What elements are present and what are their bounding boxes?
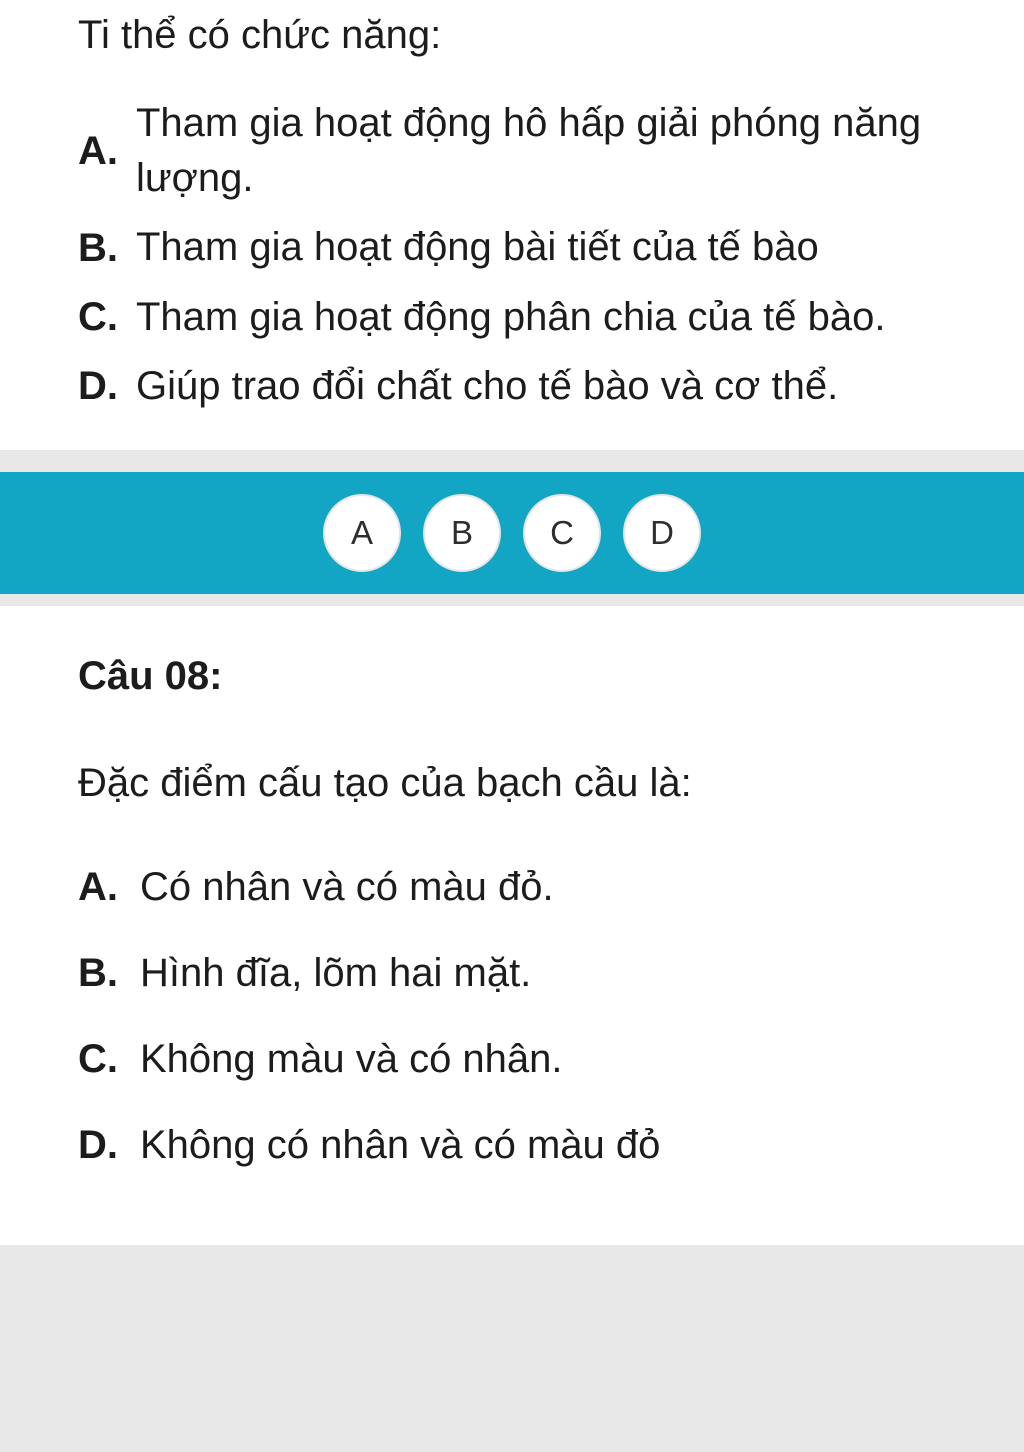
option-row[interactable] — [0, 359, 1024, 414]
option-text: Có nhân và có màu đỏ. — [140, 864, 554, 909]
answer-choice-d[interactable]: D — [623, 494, 701, 572]
answer-choice-c[interactable]: C — [523, 494, 601, 572]
option-text: Tham gia hoạt động phân chia của tế bào. — [136, 294, 886, 339]
option-row[interactable] — [78, 1119, 946, 1171]
answer-choice-b[interactable]: B — [423, 494, 501, 572]
option-row[interactable] — [78, 947, 946, 999]
option-letter: A. — [78, 864, 118, 909]
option-letter: D. — [78, 1122, 118, 1167]
option-letter: D. — [78, 364, 118, 409]
option-row[interactable] — [0, 290, 1024, 345]
next-question-title: Câu 08: — [78, 653, 223, 698]
option-text: Giúp trao đổi chất cho tế bào và cơ thể. — [136, 363, 839, 408]
option-letter: A. — [78, 129, 118, 174]
option-list — [0, 96, 1024, 414]
current-question-card — [0, 0, 1024, 450]
option-row[interactable] — [0, 220, 1024, 275]
question-stem: Ti thể có chức năng: — [78, 13, 442, 57]
option-text: Hình đĩa, lõm hai mặt. — [140, 950, 532, 995]
option-row[interactable] — [78, 1033, 946, 1085]
option-text: Không màu và có nhân. — [140, 1036, 563, 1081]
option-letter: B. — [78, 950, 118, 995]
option-letter: B. — [78, 225, 118, 270]
answer-choice-bar — [0, 472, 1024, 594]
card-divider — [0, 594, 1024, 606]
option-letter: C. — [78, 1036, 118, 1081]
next-question-card — [0, 606, 1024, 1245]
option-letter: C. — [78, 295, 118, 340]
option-text: Tham gia hoạt động bài tiết của tế bào — [136, 225, 819, 270]
option-text: Tham gia hoạt động hô hấp giải phóng năng lượng. — [136, 101, 922, 201]
next-question-stem: Đặc điểm cấu tạo của bạch cầu là: — [78, 760, 692, 805]
option-row[interactable] — [78, 861, 946, 913]
option-text: Không có nhân và có màu đỏ — [140, 1122, 661, 1167]
option-row[interactable] — [0, 96, 1024, 206]
answer-choice-a[interactable]: A — [323, 494, 401, 572]
